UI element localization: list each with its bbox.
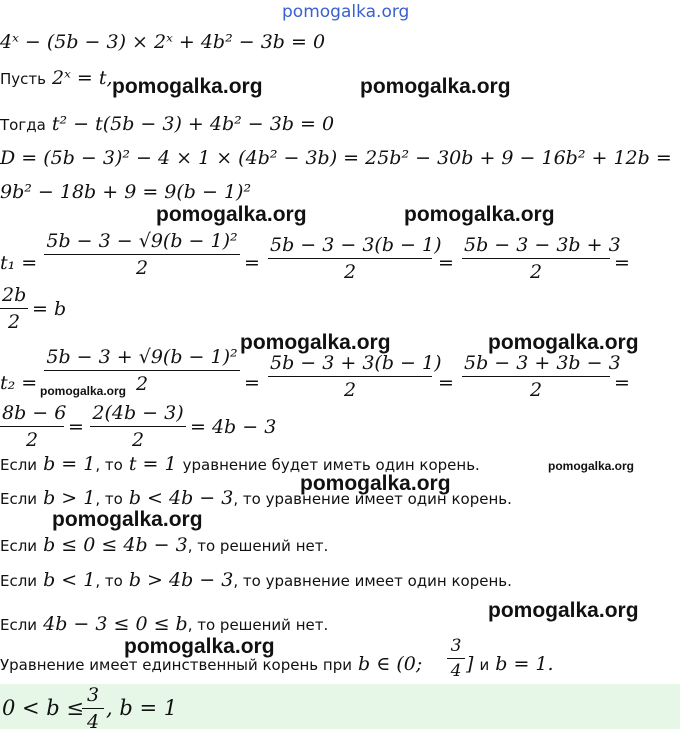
case-post: , то уравнение имеет один корень. [233,572,512,590]
root2-f5-num: 2(4b − 3) [92,402,184,424]
watermark: pomogalka.org [124,635,275,658]
root1-fraction-2 [268,234,442,283]
case-line [0,570,512,591]
watermark: pomogalka.org [156,203,307,226]
watermark: pomogalka.org [300,472,451,495]
conclusion-and: и [479,656,490,674]
conclusion-frac-den: 4 [450,661,462,681]
case-expr2: t = 1 [128,453,177,475]
root2-eq1: = [244,372,260,394]
answer-prefix: 0 < b ≤ [2,696,85,720]
then-expr: t² − t(5b − 3) + 4b² − 3b = 0 [51,113,335,135]
case-post: уравнение будет иметь один корень. [182,456,480,474]
root2-f3-den: 2 [529,379,543,401]
watermark-small: pomogalka.org [548,459,635,473]
case-pre: Если [0,572,38,590]
root1-f1-num: 5b − 3 − √9(b − 1)² [46,230,238,252]
case-expr2: b < 4b − 3 [128,487,234,509]
conclusion-fraction [447,636,465,681]
case-post: , то решений нет. [187,616,329,634]
case-pre: Если [0,490,38,508]
root1-lhs: t₁ = [0,252,38,274]
watermark-small: pomogalka.org [40,384,127,398]
root1-f4-den: 2 [7,311,21,333]
root1-fraction-1 [44,230,240,279]
root2-eq4: = [68,416,84,438]
equation: 4ˣ − (5b − 3) × 2ˣ + 4b² − 3b = 0 [0,31,326,53]
substitution-expr: 2ˣ = t, [52,67,113,89]
root1-eq3: = [614,252,630,274]
root1-f3-den: 2 [529,261,543,283]
case-line [0,614,328,635]
then-label: Тогда [0,116,46,134]
root2-f4-den: 2 [25,429,39,451]
root1-result: = b [32,298,67,320]
then-line [0,114,334,135]
root2-f3-num: 5b − 3 + 3b − 3 [464,352,621,374]
watermark: pomogalka.org [404,203,555,226]
root2-lhs: t₂ = [0,372,38,394]
answer-frac-den: 4 [86,711,100,733]
discriminant-line-1: D = (5b − 3)² − 4 × 1 × (4b² − 3b) = 25b² − 30b + 9 − 16b² + 12b = [0,147,672,169]
answer-fraction [82,684,104,733]
root2-result: = 4b − 3 [190,416,277,438]
watermark: pomogalka.org [488,599,639,622]
conclusion-text: Уравнение имеет единственный корень при [0,656,352,674]
root1-f3-num: 5b − 3 − 3b + 3 [464,234,621,256]
root1-f2-den: 2 [343,261,357,283]
conclusion-expr2: b = 1. [495,653,554,675]
case-expr: b < 1 [43,569,96,591]
substitution-label: Пусть [0,70,46,88]
conclusion-tail [466,654,554,675]
case-line [0,535,328,556]
conclusion-expr: b ∈ (0; [358,653,423,675]
root2-fraction-5 [90,402,186,451]
watermark-top: pomogalka.org [282,2,410,22]
root1-fraction-4 [0,284,28,333]
discriminant-line-2: 9b² − 18b + 9 = 9(b − 1)² [0,181,252,203]
watermark: pomogalka.org [52,508,203,531]
root2-f2-den: 2 [343,379,357,401]
root1-f4-num: 2b [2,284,27,306]
root2-f5-den: 2 [131,429,145,451]
root2-f1-den: 2 [135,373,149,395]
case-expr: b ≤ 0 ≤ 4b − 3 [43,534,188,556]
conclusion-frac-num: 3 [450,636,462,656]
conclusion-bracket: ] [466,653,474,675]
root1-f1-den: 2 [135,257,149,279]
root1-eq2: = [438,252,454,274]
root2-fraction-4 [0,402,67,451]
root1-fraction-3 [462,234,621,283]
case-mid: , то [95,572,123,590]
root2-f4-num: 8b − 6 [2,402,67,424]
root2-fraction-3 [462,352,621,401]
root2-fraction-2 [268,352,442,401]
case-expr: 4b − 3 ≤ 0 ≤ b [43,613,188,635]
case-mid: , то [95,490,123,508]
case-pre: Если [0,616,38,634]
watermark: pomogalka.org [240,331,391,354]
root2-eq3: = [614,372,630,394]
watermark: pomogalka.org [360,75,511,98]
case-expr: b = 1 [43,453,96,475]
answer-suffix: , b = 1 [106,696,178,720]
answer-frac-num: 3 [86,684,100,706]
watermark: pomogalka.org [112,75,263,98]
case-expr: b > 1 [43,487,96,509]
case-mid: , то [95,456,123,474]
case-post: , то уравнение имеет один корень. [233,490,512,508]
root1-eq1: = [244,252,260,274]
root2-f2-num: 5b − 3 + 3(b − 1) [270,352,442,374]
case-pre: Если [0,456,38,474]
root1-f2-num: 5b − 3 − 3(b − 1) [270,234,442,256]
substitution-line [0,68,113,89]
answer-box [0,684,680,733]
root2-eq2: = [438,372,454,394]
case-pre: Если [0,537,38,555]
case-post: , то решений нет. [187,537,329,555]
root2-f1-num: 5b − 3 + √9(b − 1)² [46,346,238,368]
watermark: pomogalka.org [488,331,639,354]
case-expr2: b > 4b − 3 [128,569,234,591]
